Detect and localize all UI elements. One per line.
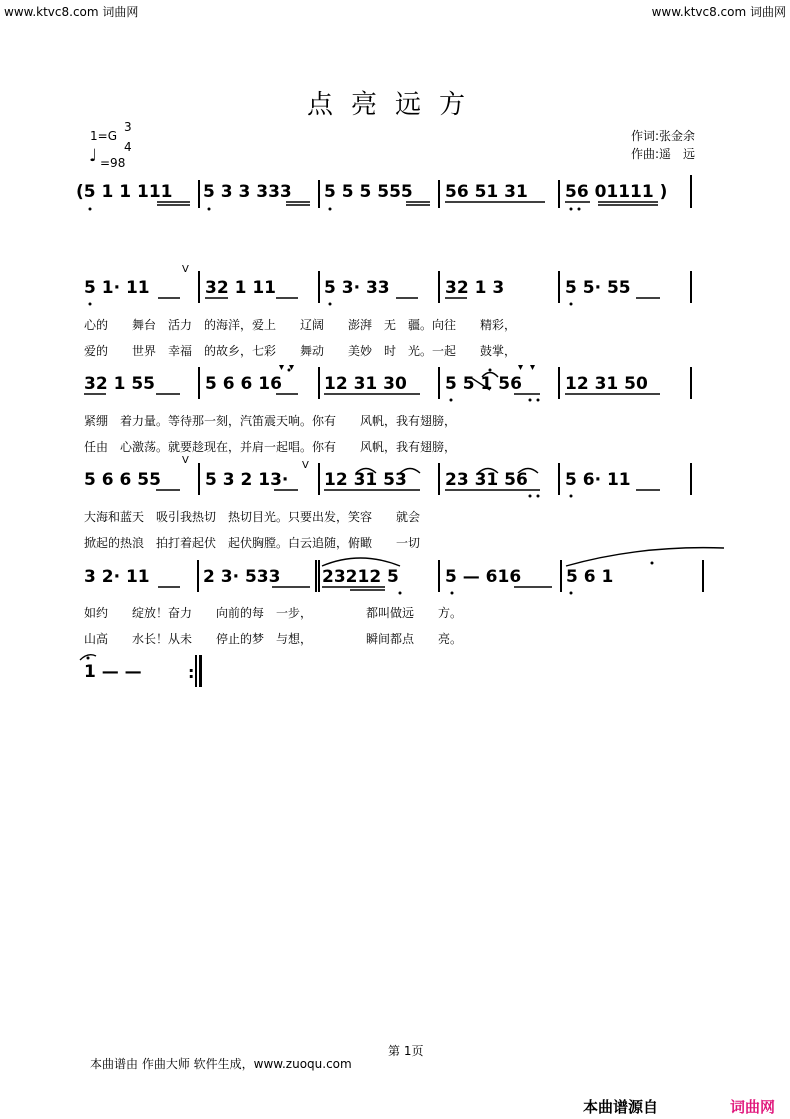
measure-r3-m3: 12 31 53 — [324, 470, 407, 490]
measure-r2-m3: 12 31 30 — [324, 374, 407, 394]
measure-r0-m3: 5 5 5 555 — [324, 182, 413, 202]
page-number: 第 1页 — [388, 1044, 424, 1058]
quarter-note-icon: ♩ — [89, 146, 98, 166]
measure-r1-m1: 5 1· 11 — [84, 278, 150, 298]
measure-r1-m2: 32 1 11 — [205, 278, 276, 298]
measure-r4-m4: 5 — 616 — [445, 567, 522, 587]
key-signature: 1=G — [90, 129, 117, 143]
svg-text:V: V — [182, 264, 189, 275]
watermark-right: www.ktvc8.com 词曲网 — [651, 5, 786, 19]
measure-r0-m1: (5 1 1 111 — [76, 182, 173, 202]
watermark-left: www.ktvc8.com 词曲网 — [4, 5, 139, 19]
measure-r3-m1: 5 6 6 55 — [84, 470, 161, 490]
lyrics-r1-verse2: 爱的 世界 幸福 的故乡，七彩 舞动 美妙 时 光。一起 鼓掌， — [84, 344, 517, 358]
time-signature-top: 3 — [124, 120, 132, 134]
lyrics-r4-verse1: 如约 绽放！奋力 向前的每 一步， 都叫做远 方。 — [84, 606, 463, 620]
measure-r4-m5: 5 6 1 — [566, 567, 614, 587]
lyrics-r1-verse1: 心的 舞台 活力 的海洋，爱上 辽阔 澎湃 无 疆。向往 精彩， — [84, 318, 517, 332]
lyrics-r3-verse1: 大海和蓝天 吸引我热切 热切目光。只要出发，笑容 就会 — [84, 510, 421, 524]
source-label: 本曲谱源自 — [583, 1098, 659, 1116]
measure-r2-m5: 12 31 50 — [565, 374, 648, 394]
measure-r1-m4: 32 1 3 — [445, 278, 505, 298]
svg-text:V: V — [182, 455, 189, 466]
measure-r4-m3: 23212 5 — [322, 567, 399, 587]
measure-r0-m4: 56 51 31 — [445, 182, 528, 202]
source-brand: 词曲网 — [730, 1098, 776, 1116]
lyrics-r2-verse1: 紧绷 着力量。等待那一刻，汽笛震天响。你有 风帆，我有翅膀， — [84, 414, 457, 428]
lyricist-credit: 作词:张金余 — [631, 129, 696, 143]
measure-r3-m4: 23 31 56 — [445, 470, 528, 490]
measure-r1-m3: 5 3· 33 — [324, 278, 390, 298]
lyrics-r3-verse2: 掀起的热浪 拍打着起伏 起伏胸膛。白云追随，俯瞰 一切 — [84, 536, 421, 550]
measure-r2-m4: 5 5 1 56 — [445, 374, 522, 394]
lyrics-r4-verse2: 山高 水长！从未 停止的梦 与想， 瞬间都点 亮。 — [84, 632, 463, 646]
measure-r5-m1: 1 — — — [84, 662, 142, 682]
measure-r0-m2: 5 3 3 333 — [203, 182, 292, 202]
composer-credit: 作曲:遥 远 — [631, 147, 696, 161]
song-title: 点亮远方 — [306, 90, 483, 120]
generator-note: 本曲谱由 作曲大师 软件生成，www.zuoqu.com — [90, 1057, 352, 1071]
lyrics-r2-verse2: 任由 心激荡。就要趁现在，并肩一起唱。你有 风帆，我有翅膀， — [84, 440, 457, 454]
measure-r2-m1: 32 1 55 — [84, 374, 155, 394]
measure-r4-m1: 3 2· 11 — [84, 567, 150, 587]
time-signature-bottom: 4 — [124, 140, 132, 154]
measure-r3-m2: 5 3 2 13· — [205, 470, 289, 490]
measure-r0-m5: 56 01111 ) — [565, 182, 668, 202]
measure-r4-m2: 2 3· 533 — [203, 567, 281, 587]
measure-r1-m5: 5 5· 55 — [565, 278, 631, 298]
tempo-marking: =98 — [100, 156, 126, 170]
svg-text:V: V — [302, 460, 309, 471]
measure-r2-m2: 5 6 6 16 — [205, 374, 282, 394]
measure-r3-m5: 5 6· 11 — [565, 470, 631, 490]
repeat-dots-icon: : — [188, 663, 195, 682]
